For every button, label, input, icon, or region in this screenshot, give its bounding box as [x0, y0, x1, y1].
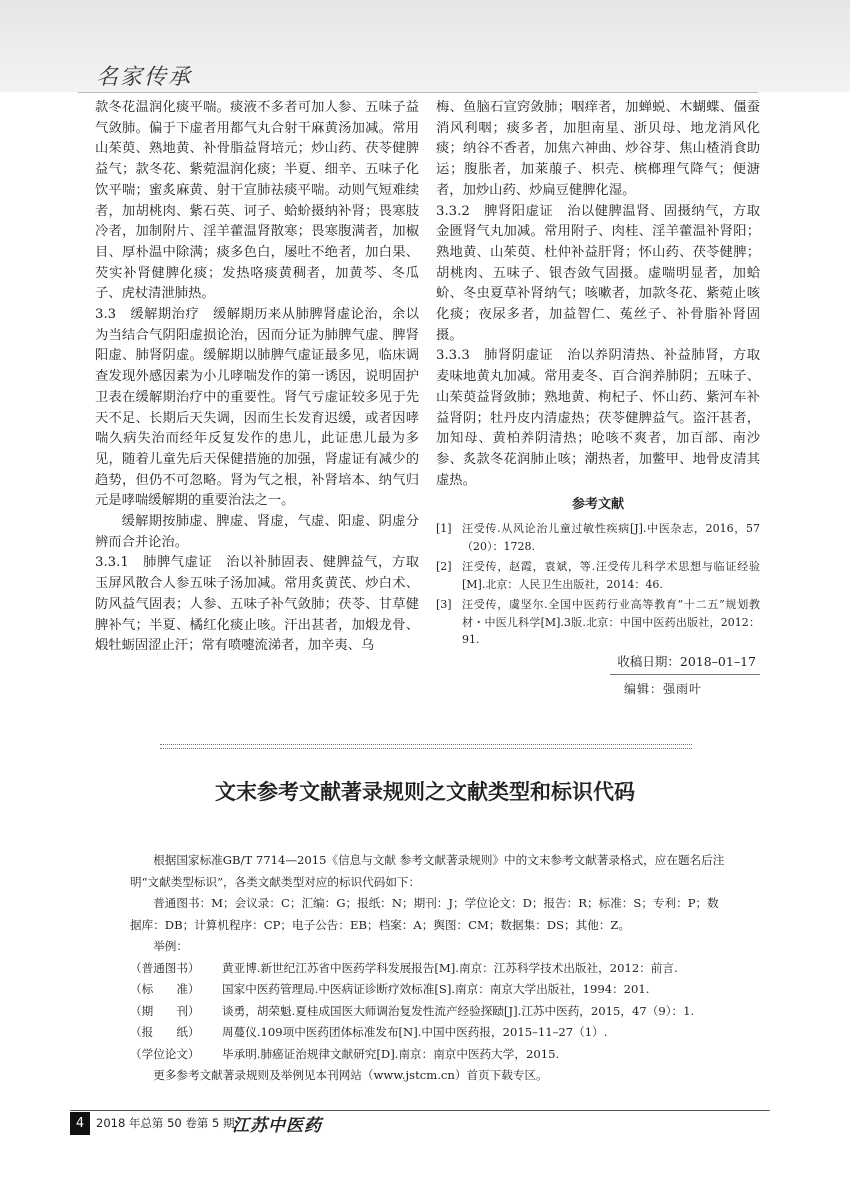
- reference-item: [436, 520, 760, 555]
- reference-item: [436, 558, 760, 593]
- example-type: （学位论文）: [130, 1046, 200, 1061]
- example-type: （标 准）: [130, 982, 200, 996]
- paragraph: 梅、鱼脑石宣窍敛肺；咽痒者，加蝉蜕、木蝴蝶、僵蚕消风利咽；痰多者，加胆南星、浙贝母、地龙消风化痰；纳谷不香者，加焦六神曲、炒谷芽、焦山楂消食助运；腹胀者，加莱菔子、枳壳、槟榔理气降气；便溏者，加炒山药、炒扁豆健脾化湿。: [436, 100, 760, 198]
- left-column: [95, 98, 419, 657]
- issue-info: 2018 年总第 50 卷第 5 期: [96, 1116, 235, 1130]
- paragraph: 3.3.1 肺脾气虚证 治以补肺固表、健脾益气，方取玉屏风散合人参五味子汤加减。常用炙黄芪、炒白术、防风益气固表；人参、五味子补气敛肺；茯苓、甘草健脾补气；半夏、橘红化痰止咳。汗出甚者，加煅龙骨、煅牡蛎固涩止汗；常有喷嚏流涕者，加辛夷、乌: [95, 555, 419, 654]
- reference-text: 汪受传.从风论治儿童过敏性疾病[J].中医杂志，2016，57（20）：1728.: [462, 522, 760, 553]
- example-type: （报 纸）: [130, 1025, 200, 1039]
- paragraph: 3.3.3 肺肾阴虚证 治以养阴清热、补益肺肾，方取麦味地黄丸加减。常用麦冬、百合润养肺阴；五味子、山茱萸益肾敛肺；熟地黄、枸杞子、怀山药、紫河车补益肾阴；牡丹皮内清虚热；茯苓健脾益气。盗汗甚者，加知母、黄柏养阴清热；呛咳不爽者，加百部、南沙参、炙款冬花润肺止咳；潮热者，加鳖甲、地骨皮清其虚热。: [436, 348, 760, 488]
- paragraph: 缓解期按肺虚、脾虚、肾虚，气虚、阳虚、阴虚分辨而合并论治。: [95, 514, 419, 550]
- reference-text: 汪受传，虞坚尔.全国中医药行业高等教育“十二五”规划教材・中医儿科学[M].3版.北京：中国中医药出版社，2012：91.: [462, 598, 760, 647]
- notice-codes: 普通图书：M；会议录：C；汇编：G；报纸：N；期刊：J；学位论文：D；报告：R；标准：S；专利：P；数据库：DB；计算机程序：CP；电子公告：EB；档案：A；舆图：CM；数据集：DS；其他：Z。: [130, 896, 719, 932]
- example-text: 毕承明.肺癌证治规律文献研究[D].南京：南京中医药大学，2015.: [222, 1046, 560, 1061]
- example-row: [130, 958, 728, 980]
- header-rule: [78, 92, 758, 93]
- paragraph: 3.3.2 脾肾阳虚证 治以健脾温肾、固摄纳气，方取金匮肾气丸加减。常用附子、肉桂、淫羊藿温补肾阳；熟地黄、山茱萸、杜仲补益肝肾；怀山药、茯苓健脾；胡桃肉、五味子、银杏敛气固摄。虚喘明显者，加蛤蚧、冬虫夏草补肾纳气；咳嗽者，加款冬花、紫菀止咳化痰；夜尿多者，加益智仁、菟丝子、补骨脂补肾固摄。: [436, 203, 760, 343]
- example-row: [130, 1001, 728, 1023]
- editor-credit: 编辑：强雨叶: [623, 682, 702, 697]
- references-heading: 参考文献: [571, 497, 624, 513]
- example-row: [130, 1044, 728, 1066]
- notice-footer-note: 更多参考文献著录规则及举例见本刊网站（www.jstcm.cn）首页下载专区。: [153, 1068, 548, 1082]
- notice-body: [130, 850, 728, 1087]
- received-rule: [610, 674, 760, 675]
- notice-intro: 根据国家标准GB/T 7714—2015《信息与文献 参考文献著录规则》中的文末参考文献著录格式，应在题名后注明“文献类型标识”，各类文献类型对应的标识代码如下：: [130, 853, 725, 889]
- paragraph: 款冬花温润化痰平喘。痰液不多者可加人参、五味子益气敛肺。偏于下虚者用都气丸合射干麻黄汤加减。常用山茱萸、熟地黄、补骨脂益肾培元；炒山药、茯苓健脾益气；款冬花、紫菀温润化痰；半夏、细辛、五味子化饮平喘；蜜炙麻黄、射干宣肺祛痰平喘。动则气短难续者，加胡桃肉、紫石英、诃子、蛤蚧摄纳补肾；畏寒肢冷者，加制附片、淫羊藿温肾散寒；畏寒腹满者，加椒目、厚朴温中除满；痰多色白，屡吐不绝者，加白果、芡实补肾健脾化痰；发热咯痰黄稠者，加黄芩、冬瓜子、虎杖清泄肺热。: [95, 100, 419, 302]
- example-text: 周蔓仪.109项中医药团体标准发布[N].中国中医药报，2015–11–27（1）.: [222, 1025, 608, 1039]
- right-column: [436, 98, 760, 700]
- reference-number: [1]: [436, 522, 452, 536]
- footer-rule: [70, 1110, 770, 1111]
- reference-number: [3]: [436, 598, 452, 612]
- section-title: 名家传承: [96, 65, 193, 90]
- journal-logo: 江苏中医药: [232, 1116, 322, 1136]
- page-number: 4: [70, 1112, 90, 1135]
- example-type: （期 刊）: [130, 1003, 200, 1018]
- example-text: 国家中医药管理局.中医病证诊断疗效标准[S].南京：南京大学出版社，1994：201.: [222, 982, 650, 996]
- reference-item: [436, 596, 760, 649]
- example-row: [130, 979, 728, 1001]
- received-date: 收稿日期：2018–01–17: [617, 653, 756, 669]
- example-label: 举例：: [153, 939, 188, 953]
- section-divider: [160, 744, 692, 749]
- reference-number: [2]: [436, 560, 452, 574]
- notice-title: 文末参考文献著录规则之文献类型和标识代码: [215, 780, 635, 804]
- example-text: 黄亚博.新世纪江苏省中医药学科发展报告[M].南京：江苏科学技术出版社，2012：前言.: [222, 960, 678, 975]
- paragraph: 3.3 缓解期治疗 缓解期历来从肺脾肾虚论治，余以为当结合气阴阳虚损论治，因而分证为肺脾气虚、脾肾阳虚、肺肾阴虚。缓解期以肺脾气虚证最多见，临床调查发现外感因素为小儿哮喘发作的第一诱因，说明固护卫表在缓解期治疗中的重要性。肾气亏虚证较多见于先天不足、长期后天失调，因而生长发育迟缓，或者因哮喘久病失治而经年反复发作的患儿，此证患儿最为多见，随着儿童先后天保健措施的加强，肾虚证有减少的趋势，但仍不可忽略。肾为气之根，补肾培本、纳气归元是哮喘缓解期的重要治法之一。: [95, 307, 419, 509]
- reference-text: 汪受传，赵霞，袁斌，等.汪受传儿科学术思想与临证经验[M].北京：人民卫生出版社，2014：46.: [462, 560, 760, 591]
- example-type: （普通图书）: [130, 960, 200, 975]
- example-row: [130, 1022, 728, 1044]
- example-text: 谈勇，胡荣魁.夏桂成国医大师调治复发性流产经验探赜[J].江苏中医药，2015，47（9）：1.: [222, 1003, 695, 1018]
